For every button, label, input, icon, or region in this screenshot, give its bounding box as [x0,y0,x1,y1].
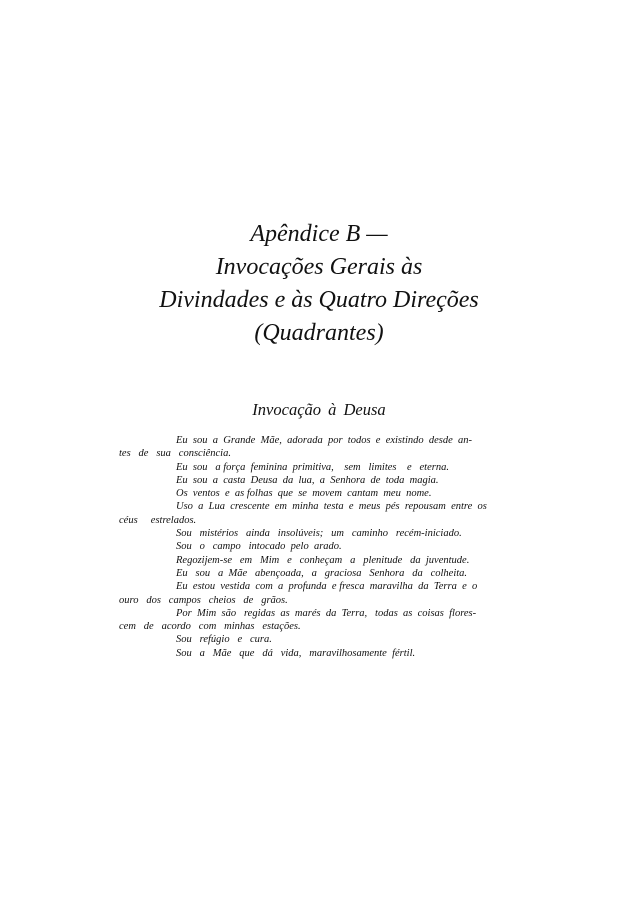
verse-paragraph [149,527,504,540]
verse-paragraph [149,487,504,500]
title-line-4: (Quadrantes) [254,320,384,346]
verse-line: Eu estou vestida com a profunda e fresca maravilha da Terra e o [176,581,478,593]
title-line-2: Invocações Gerais às [215,254,423,280]
verse-paragraph [149,461,504,474]
verse-line: Sou mistérios ainda insolúveis; um caminho recém-iniciado. [176,528,462,540]
verse-line: Os ventos e as folhas que se movem cantam meu nome. [176,488,432,500]
verse-paragraph [119,580,504,607]
title-line-1: Apêndice B — [250,221,388,247]
appendix-title [0,218,638,350]
title-line-3: Divindades e às Quatro Direções [159,287,479,313]
verse-line: Sou o campo intocado pelo arado. [176,541,342,553]
verse-paragraph [149,540,504,553]
verse-line: Sou refúgio e cura. [176,634,272,646]
verse-paragraph [149,567,504,580]
verse-paragraph [149,554,504,567]
verse-line-continuation: céus estrelados. [119,514,197,526]
invocation-text [119,434,504,660]
section-heading: Invocação à Deusa [252,400,386,419]
verse-paragraph [119,500,504,527]
verse-line: Eu sou a força feminina primitiva, sem limites e eterna. [176,461,449,473]
verse-line-continuation: cem de acordo com minhas estações. [119,621,301,633]
verse-paragraph [149,633,504,646]
verse-line: Regozijem-se em Mim e conheçam a plenitude da juventude. [176,554,470,566]
verse-line: Sou a Mãe que dá vida, maravilhosamente fértil. [176,647,416,659]
verse-paragraph [149,647,504,660]
verse-line-continuation: ouro dos campos cheios de grãos. [119,594,288,606]
verse-line: Eu sou a casta Deusa da lua, a Senhora de toda magia. [176,474,439,486]
verse-paragraph [119,434,504,461]
verse-line: Uso a Lua crescente em minha testa e meus pés repousam entre os [176,501,487,513]
verse-line: Eu sou a Grande Mãe, adorada por todos e existindo desde an- [176,435,473,446]
verse-line: Por Mim são regidas as marés da Terra, todas as coisas flores- [176,607,477,619]
verse-paragraph [149,474,504,487]
verse-paragraph [119,607,504,634]
verse-line: Eu sou a Mãe abençoada, a graciosa Senhora da colheita. [176,567,468,579]
verse-line-continuation: tes de sua consciência. [119,448,231,460]
